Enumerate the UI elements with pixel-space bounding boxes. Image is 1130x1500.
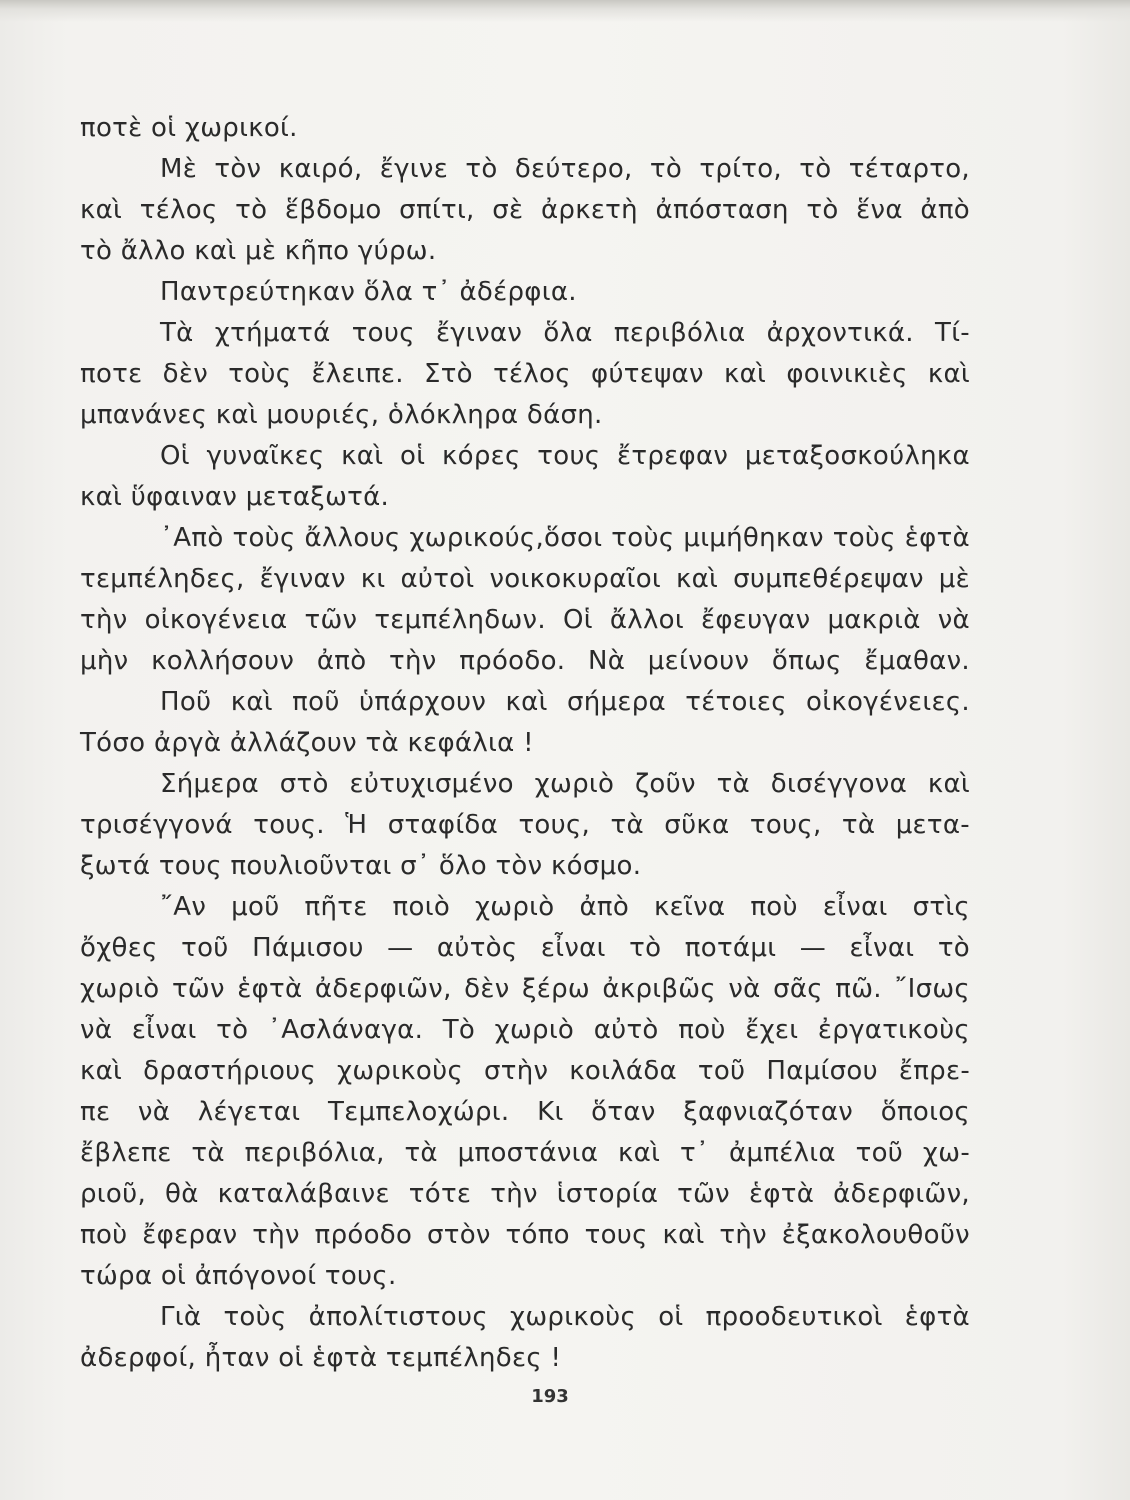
text-line: Παντρεύτηκαν ὅλα τ᾽ ἀδέρφια.: [160, 277, 577, 307]
text-line: ἔβλεπε τὰ περιβόλια, τὰ μποστάνια καὶ τ᾽ ἀμπέλια τοῦ χω-: [80, 1138, 970, 1168]
text-line: ποτὲ οἱ χωρικοί.: [80, 113, 298, 143]
text-line: Γιὰ τοὺς ἀπολίτιστους χωρικοὺς οἱ προοδευτικοὶ ἑφτὰ: [160, 1302, 970, 1332]
text-line: ῎Αν μοῦ πῆτε ποιὸ χωριὸ ἀπὸ κεῖνα ποὺ εἶναι στὶς: [160, 892, 970, 922]
text-line: τὸ ἄλλο καὶ μὲ κῆπο γύρω.: [80, 236, 437, 266]
text-line: ριοῦ, θὰ καταλάβαινε τότε τὴν ἱστορία τῶν ἑφτὰ ἀδερφιῶν,: [80, 1179, 970, 1209]
text-line: καὶ δραστήριους χωρικοὺς στὴν κοιλάδα τοῦ Παμίσου ἔπρε-: [80, 1056, 970, 1086]
body-text: [80, 108, 970, 1379]
text-line: Σήμερα στὸ εὐτυχισμένο χωριὸ ζοῦν τὰ δισέγγονα καὶ: [160, 769, 970, 799]
text-line: Μὲ τὸν καιρό, ἔγινε τὸ δεύτερο, τὸ τρίτο, τὸ τέταρτο,: [160, 154, 970, 184]
text-line: ποὺ ἔφεραν τὴν πρόοδο στὸν τόπο τους καὶ τὴν ἐξακολουθοῦν: [80, 1220, 970, 1250]
page-number: 193: [531, 1386, 569, 1407]
text-line: τώρα οἱ ἀπόγονοί τους.: [80, 1261, 397, 1291]
text-line: χωριὸ τῶν ἑφτὰ ἀδερφιῶν, δὲν ξέρω ἀκριβῶς νὰ σᾶς πῶ. ῎Ισως: [80, 974, 970, 1004]
text-line: νὰ εἶναι τὸ ᾽Ασλάναγα. Τὸ χωριὸ αὐτὸ ποὺ ἔχει ἐργατικοὺς: [80, 1015, 970, 1045]
text-line: ὄχθες τοῦ Πάμισου — αὐτὸς εἶναι τὸ ποτάμι — εἶναι τὸ: [80, 933, 970, 963]
text-line: Οἱ γυναῖκες καὶ οἱ κόρες τους ἔτρεφαν μεταξοσκούληκα: [160, 441, 970, 471]
text-line: μπανάνες καὶ μουριές, ὁλόκληρα δάση.: [80, 400, 603, 430]
text-line: μὴν κολλήσουν ἀπὸ τὴν πρόοδο. Νὰ μείνουν ὅπως ἔμαθαν.: [80, 646, 970, 676]
text-line: τεμπέληδες, ἔγιναν κι αὐτοὶ νοικοκυραῖοι καὶ συμπεθέρεψαν μὲ: [80, 564, 970, 594]
text-line: ἀδερφοί, ἦταν οἱ ἑφτὰ τεμπέληδες !: [80, 1343, 562, 1373]
text-line: τὴν οἰκογένεια τῶν τεμπέληδων. Οἱ ἄλλοι ἔφευγαν μακριὰ νὰ: [80, 605, 970, 635]
page-top-edge-shadow: [0, 0, 1130, 22]
text-line: Τόσο ἀργὰ ἀλλάζουν τὰ κεφάλια !: [80, 728, 534, 758]
text-line: Τὰ χτήματά τους ἔγιναν ὅλα περιβόλια ἀρχοντικά. Τί-: [160, 318, 970, 348]
text-line: ποτε δὲν τοὺς ἔλειπε. Στὸ τέλος φύτεψαν καὶ φοινικιὲς καὶ: [80, 359, 970, 389]
text-line: καὶ ὕφαιναν μεταξωτά.: [80, 482, 390, 512]
text-line: Ποῦ καὶ ποῦ ὑπάρχουν καὶ σήμερα τέτοιες οἰκογένειες.: [160, 687, 970, 717]
text-line: πε νὰ λέγεται Τεμπελοχώρι. Κι ὅταν ξαφνιαζόταν ὅποιος: [80, 1097, 970, 1127]
text-line: ξωτά τους πουλιοῦνται σ᾽ ὅλο τὸν κόσμο.: [80, 851, 642, 881]
text-line: τρισέγγονά τους. Ἡ σταφίδα τους, τὰ σῦκα τους, τὰ μετα-: [80, 810, 970, 840]
text-line: ᾽Απὸ τοὺς ἄλλους χωρικούς,ὅσοι τοὺς μιμήθηκαν τοὺς ἑφτὰ: [160, 523, 970, 553]
text-line: καὶ τέλος τὸ ἕβδομο σπίτι, σὲ ἀρκετὴ ἀπόσταση τὸ ἕνα ἀπὸ: [80, 195, 970, 225]
